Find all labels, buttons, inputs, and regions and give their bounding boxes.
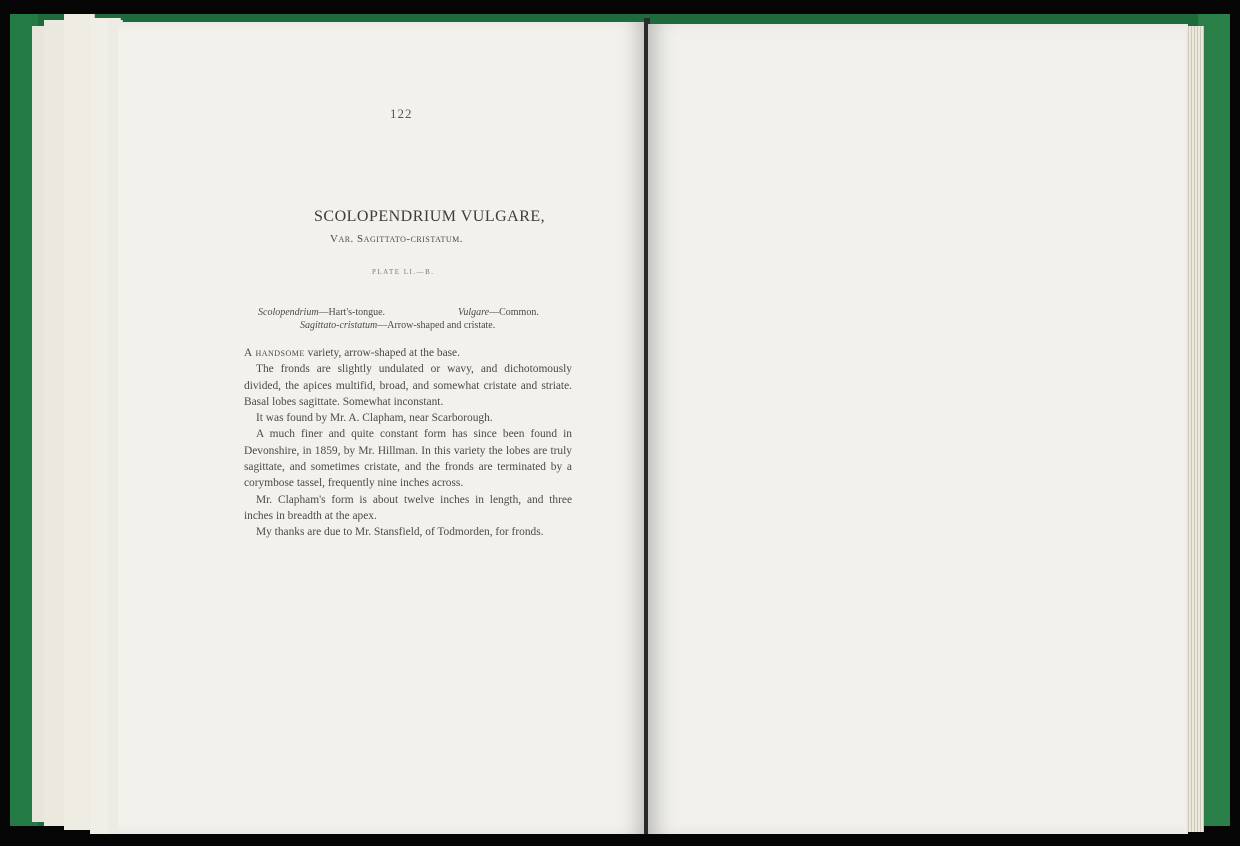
right-page-edges xyxy=(1186,26,1204,832)
variety-subtitle: Var. Sagittato-cristatum. xyxy=(330,233,464,245)
page-title: SCOLOPENDRIUM VULGARE, xyxy=(314,208,546,225)
page-number: 122 xyxy=(390,106,413,121)
paragraph: The fronds are slightly undulated or wavy, and dichotomously divided, the apices multifid, broad, and somewhat cristate and striate. Basal lobes sagittate. Somewhat inconstant. xyxy=(244,363,572,408)
etym-term-sagittato: Sagittato-cristatum xyxy=(300,320,378,331)
etym-term-vulgare: Vulgare xyxy=(458,307,490,318)
etymology-line-1b xyxy=(458,307,539,318)
description-text xyxy=(244,345,572,541)
etym-def-scolopendrium: —Hart's-tongue. xyxy=(318,307,386,318)
lead-words: A handsome xyxy=(244,347,305,359)
etym-def-sagittato: —Arrow-shaped and cristate. xyxy=(377,320,496,331)
etymology-line-1 xyxy=(258,307,385,318)
etym-term-scolopendrium: Scolopendrium xyxy=(258,307,319,318)
paragraph xyxy=(244,345,572,361)
paragraph: A much finer and quite constant form has since been found in Devonshire, in 1859, by Mr. Hillman. In this variety the lobes are truly sagittate, and sometimes cristate, and the fronds are terminated by a corymbose tassel, frequently nine inches across. xyxy=(244,428,572,490)
etym-def-vulgare: —Common. xyxy=(489,307,539,318)
right-page-blank xyxy=(648,24,1188,834)
paragraph-text: variety, arrow-shaped at the base. xyxy=(304,347,460,359)
paragraph: Mr. Clapham's form is about twelve inches in length, and three inches in breadth at the apex. xyxy=(244,493,572,522)
paragraph: It was found by Mr. A. Clapham, near Scarborough. xyxy=(256,412,493,425)
etymology-line-2 xyxy=(300,320,495,331)
paragraph: My thanks are due to Mr. Stansfield, of Todmorden, for fronds. xyxy=(256,526,544,539)
plate-label: PLATE LI.—B. xyxy=(372,268,435,276)
